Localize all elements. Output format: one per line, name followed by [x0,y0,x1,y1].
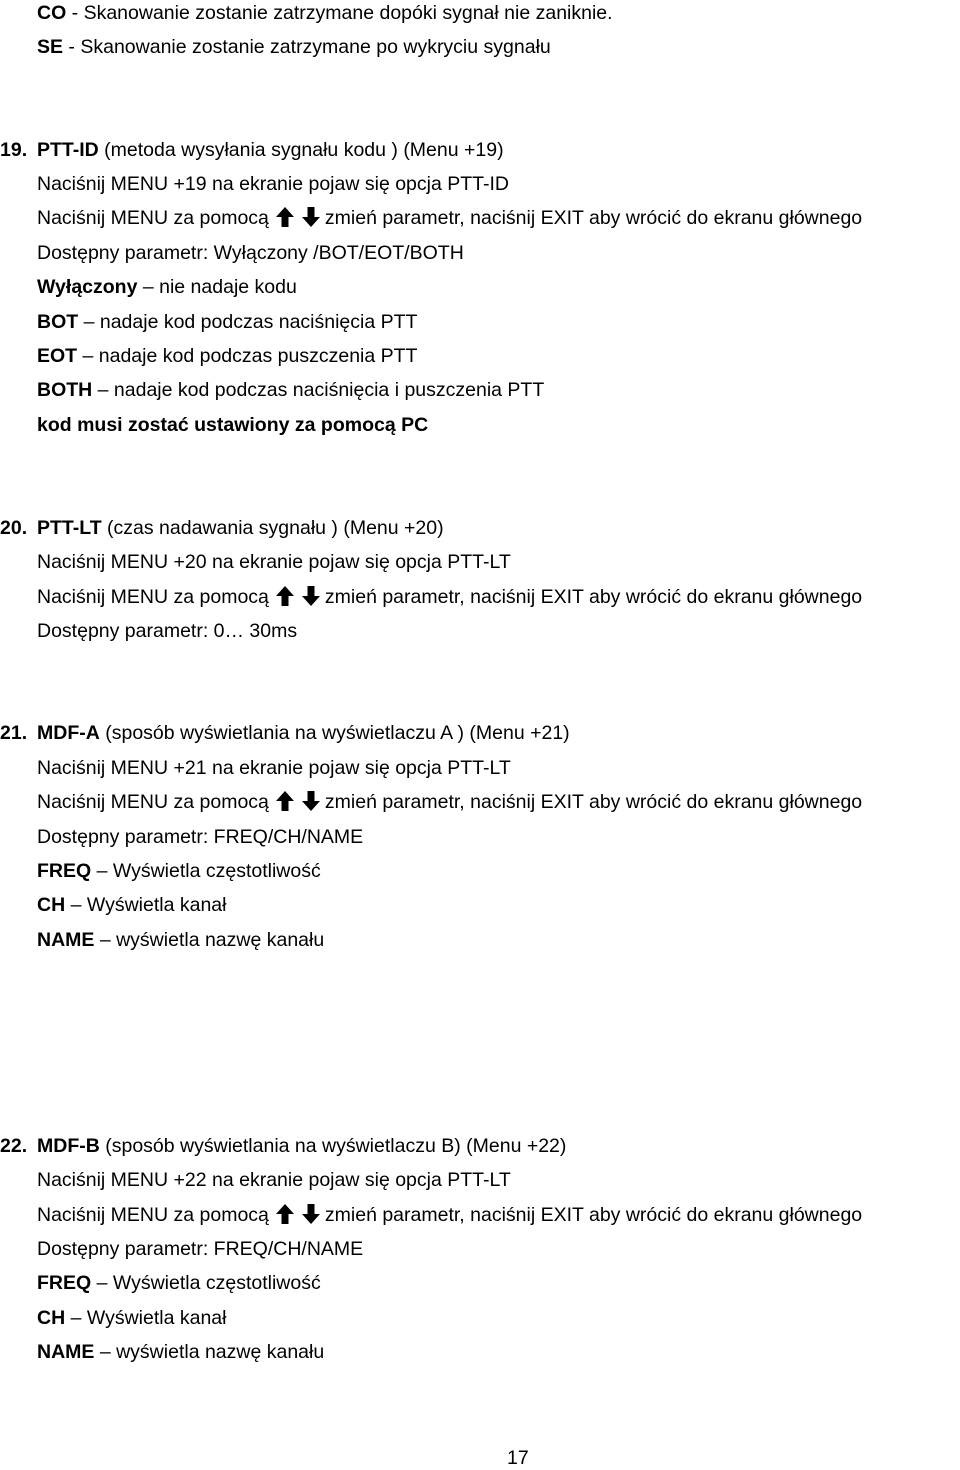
section-19-title: PTT-ID (metoda wysyłania sygnału kodu ) (Menu +19) [37,139,504,161]
intro-co-line [37,1,613,25]
section-21-name: MDF-A [37,722,100,744]
section-21-item: CH – Wyświetla kanał [37,894,227,916]
co-text: - Skanowanie zostanie zatrzymane dopóki sygnał nie zaniknie. [66,2,613,24]
section-22-param: Dostępny parametr: FREQ/CH/NAME [37,1238,364,1260]
section-21-line1: Naciśnij MENU +21 na ekranie pojaw się opcja PTT-LT [37,757,511,779]
section-21-param: Dostępny parametr: FREQ/CH/NAME [37,826,364,848]
section-19-line1: Naciśnij MENU +19 na ekranie pojaw się opcja PTT-ID [37,173,509,195]
section-20-number: 20. [0,517,28,539]
section-21-item: NAME – wyświetla nazwę kanału [37,929,325,951]
up-down-arrows-icon [273,585,323,607]
section-22-item: NAME – wyświetla nazwę kanału [37,1341,325,1363]
section-20-name: PTT-LT [37,517,102,539]
section-21-title: MDF-A (sposób wyświetlania na wyświetlaczu A ) (Menu +21) [37,722,570,744]
section-19-line2: Naciśnij MENU za pomocą zmień parametr, naciśnij EXIT aby wrócić do ekranu głównego [37,207,863,229]
co-term: CO [37,2,67,24]
section-20-param: Dostępny parametr: 0… 30ms [37,620,298,642]
up-down-arrows-icon [273,1203,323,1225]
section-19-param: Dostępny parametr: Wyłączony /BOT/EOT/BOTH [37,242,464,264]
section-22-line2: Naciśnij MENU za pomocą zmień parametr, naciśnij EXIT aby wrócić do ekranu głównego [37,1204,863,1226]
section-22-item: FREQ – Wyświetla częstotliwość [37,1272,321,1294]
section-22-name: MDF-B [37,1135,100,1157]
se-text: - Skanowanie zostanie zatrzymane po wykryciu sygnału [63,36,551,58]
section-22-number: 22. [0,1135,28,1157]
section-20-title: PTT-LT (czas nadawania sygnału ) (Menu +20) [37,517,444,539]
up-down-arrows-icon [273,206,323,228]
section-19-item: BOTH – nadaje kod podczas naciśnięcia i puszczenia PTT [37,379,545,401]
section-22-item: CH – Wyświetla kanał [37,1307,227,1329]
section-21-number: 21. [0,722,28,744]
section-20-line1: Naciśnij MENU +20 na ekranie pojaw się opcja PTT-LT [37,551,511,573]
page-number: 17 [507,1447,529,1469]
section-21-line2: Naciśnij MENU za pomocą zmień parametr, naciśnij EXIT aby wrócić do ekranu głównego [37,791,863,813]
section-19-item: Wyłączony – nie nadaje kodu [37,276,297,298]
section-19-number: 19. [0,139,28,161]
section-19-name: PTT-ID [37,139,99,161]
section-22-line1: Naciśnij MENU +22 na ekranie pojaw się opcja PTT-LT [37,1169,511,1191]
section-21-item: FREQ – Wyświetla częstotliwość [37,860,321,882]
section-20-line2: Naciśnij MENU za pomocą zmień parametr, naciśnij EXIT aby wrócić do ekranu głównego [37,586,863,608]
up-down-arrows-icon [273,790,323,812]
section-22-title: MDF-B (sposób wyświetlania na wyświetlaczu B) (Menu +22) [37,1135,567,1157]
section-19-note: kod musi zostać ustawiony za pomocą PC [37,414,429,436]
se-term: SE [37,36,64,58]
section-19-item: EOT – nadaje kod podczas puszczenia PTT [37,345,418,367]
intro-se-line [37,35,551,59]
section-19-item: BOT – nadaje kod podczas naciśnięcia PTT [37,311,418,333]
